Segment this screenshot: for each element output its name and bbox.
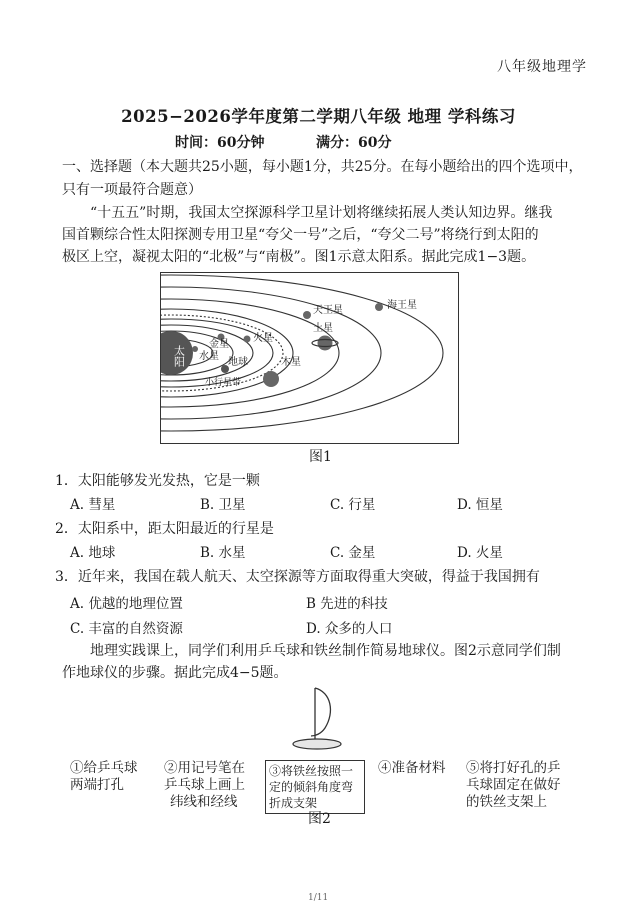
mars-icon (244, 336, 251, 343)
q2-option-d: D. 火星 (457, 545, 503, 561)
question-3-stem: 3．近年来，我国在载人航天、太空探源等方面取得重大突破，得益于我国拥有 (55, 569, 540, 585)
step2-line1: ②用记号笔在 (164, 760, 245, 776)
label-mercury: 水星 (199, 351, 219, 362)
label-saturn: 土星 (313, 323, 333, 334)
q1-option-a: A. 彗星 (70, 497, 116, 513)
exam-score: 满分：60分 (316, 135, 392, 151)
step2-line2: 乒乓球上画上 (164, 777, 245, 793)
page-number: 1/11 (308, 893, 329, 903)
intro-line-3: 极区上空，凝视太阳的“北极”与“南极”。图1示意太阳系。据此完成1−3题。 (62, 249, 536, 265)
q2-option-b: B. 水星 (200, 545, 246, 561)
solar-system-diagram (161, 273, 458, 443)
question-2-stem: 2．太阳系中，距太阳最近的行星是 (55, 521, 274, 537)
step3-line3: 折成支架 (269, 796, 318, 810)
label-earth: 地球 (228, 357, 248, 368)
step2-line3: 纬线和经线 (170, 794, 238, 810)
q3-option-b: B 先进的科技 (306, 596, 388, 612)
q1-option-d: D. 恒星 (457, 497, 503, 513)
intro-line-2: 国首颗综合性太阳探测专用卫星“夸父一号”之后，“夸父二号”将绕行到太阳的 (62, 227, 539, 243)
question-1-stem: 1．太阳能够发光发热，它是一颗 (55, 473, 260, 489)
label-asteroid-belt: 小行星带 (205, 378, 242, 388)
label-mars: 火星 (253, 333, 273, 344)
orbit-uranus (161, 287, 381, 419)
step-5 (466, 760, 561, 811)
step5-line2: 乓球固定在做好 (466, 777, 561, 793)
step-1 (70, 760, 138, 794)
q1-option-b: B. 卫星 (200, 497, 246, 513)
label-uranus: 天王星 (313, 305, 343, 316)
jupiter-icon (263, 371, 279, 387)
label-jupiter: 木星 (281, 357, 301, 368)
figure-solar-system (160, 272, 459, 444)
q3-option-c: C. 丰富的自然资源 (70, 621, 183, 637)
figure2-caption: 图2 (308, 811, 331, 827)
step3-line1: ③将铁丝按照一 (269, 764, 354, 778)
label-neptune: 海王星 (387, 300, 417, 311)
mercury-icon (192, 346, 198, 352)
q1-option-c: C. 行星 (330, 497, 376, 513)
saturn-icon (318, 336, 333, 351)
intro-line-1: “十五五”时期，我国太空探源科学卫星计划将继续拓展人类认知边界。继我 (90, 205, 553, 221)
step1-line1: ①给乒乓球 (70, 760, 138, 776)
step5-line3: 的铁丝支架上 (466, 794, 547, 810)
step1-line2: 两端打孔 (70, 777, 124, 793)
step3-line2: 定的倾斜角度弯 (269, 780, 354, 794)
section-heading-line2: 只有一项最符合题意） (62, 182, 202, 198)
q2-option-c: C. 金星 (330, 545, 376, 561)
page-title: 2025−2026学年度第二学期八年级 地理 学科练习 (121, 107, 516, 126)
uranus-icon (303, 311, 311, 319)
intro2-line-1: 地理实践课上，同学们利用乒乓球和铁丝制作简易地球仪。图2示意同学们制 (90, 643, 561, 659)
step-3 (269, 763, 353, 811)
section-heading-line1: 一、选择题（本大题共25小题，每小题1分，共25分。在每小题给出的四个选项中， (62, 159, 583, 175)
header-right-label: 八年级地理学 (497, 59, 587, 75)
figure1-caption: 图1 (309, 449, 332, 465)
exam-time: 时间：60分钟 (175, 135, 265, 151)
q3-option-a: A. 优越的地理位置 (70, 596, 183, 612)
intro2-line-2: 作地球仪的步骤。据此完成4−5题。 (62, 665, 288, 681)
globe-stand-icon (285, 684, 365, 754)
sun-label: 太阳 (172, 345, 186, 367)
q3-option-d: D. 众多的人口 (306, 621, 393, 637)
step5-line1: ⑤将打好孔的乒 (466, 760, 561, 776)
step4-line1: ④准备材料 (378, 760, 446, 776)
step-4 (378, 760, 446, 777)
label-venus: 金星 (209, 339, 229, 350)
q2-option-a: A. 地球 (70, 545, 116, 561)
neptune-icon (375, 303, 383, 311)
step-2 (164, 760, 245, 811)
